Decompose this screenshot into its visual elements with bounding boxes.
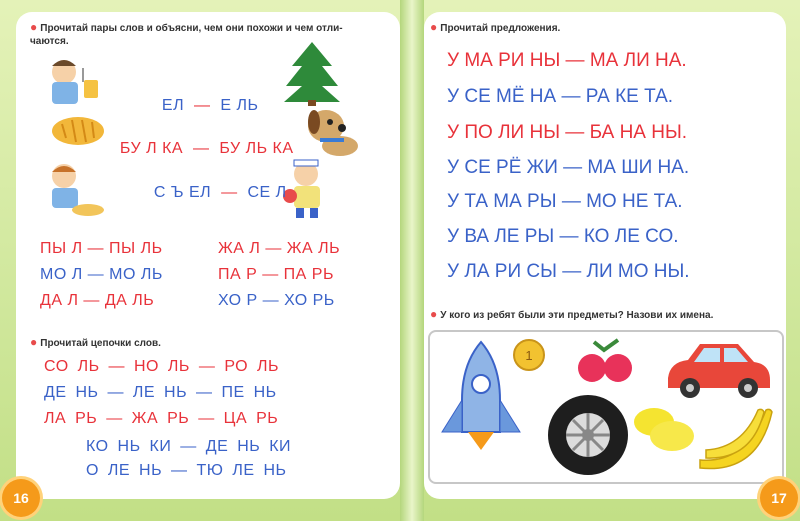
- dog-icon: [300, 102, 362, 158]
- sentence-6: У ВА ЛЕ РЫ — КО ЛЕ СО.: [447, 226, 679, 247]
- boy-eating-icon: [34, 52, 114, 112]
- pair-1: ЕЛ — Е ЛЬ: [161, 97, 259, 114]
- bullet-icon: ●: [30, 20, 38, 34]
- sentence-5: У ТА МА РЫ — МО НЕ ТА.: [447, 191, 683, 212]
- sentence-2: У СЕ МЁ НА — РА КЕ ТА.: [447, 86, 674, 107]
- car-icon: [662, 338, 774, 400]
- pair-2-a: БУ Л КА: [119, 140, 184, 157]
- pair-1-b: Е ЛЬ: [220, 97, 259, 114]
- sentence-1: У МА РИ НЫ — МА ЛИ НА.: [447, 50, 687, 71]
- grid-row-2-right: ПА Р — ПА РЬ: [218, 266, 334, 283]
- pair-3-a: С Ъ ЕЛ: [153, 184, 212, 201]
- chain-5: О ЛЕ НЬ — ТЮ ЛЕ НЬ: [86, 462, 287, 479]
- boy-with-food-icon: [38, 160, 108, 218]
- banana-icon: [696, 404, 776, 474]
- chain-1: СО ЛЬ — НО ЛЬ — РО ЛЬ: [44, 358, 280, 375]
- chain-4: КО НЬ КИ — ДЕ НЬ КИ: [86, 438, 292, 455]
- grid-row-3-right: ХО Р — ХО РЬ: [218, 292, 335, 309]
- pair-3: С Ъ ЕЛ — СЕ Л: [153, 184, 287, 201]
- pair-1-a: ЕЛ: [161, 97, 185, 114]
- task-sentences: [430, 21, 560, 35]
- sentence-4: У СЕ РЁ ЖИ — МА ШИ НА.: [447, 157, 690, 178]
- page-number-right: 17: [760, 479, 798, 517]
- task-chains: [30, 336, 161, 350]
- task-chains-text: Прочитай цепочки слов.: [40, 338, 161, 349]
- page-number-left: 16: [2, 479, 40, 517]
- book-fold: [400, 0, 424, 521]
- task-pairs-text: Прочитай пары слов и объясни, чем они похожи и чем отли-: [40, 23, 343, 34]
- lemon-icon: [632, 402, 698, 454]
- coin-icon: [512, 338, 546, 372]
- bullet-icon: ●: [430, 20, 438, 34]
- task-sentences-text: Прочитай предложения.: [440, 23, 561, 34]
- task-pairs-text-cont: чаются.: [30, 36, 69, 47]
- grid-row-1-right: ЖА Л — ЖА ЛЬ: [218, 240, 341, 257]
- bullet-icon: ●: [430, 307, 438, 321]
- raspberry-icon: [574, 336, 636, 386]
- grid-row-2-left: МО Л — МО ЛЬ: [40, 266, 163, 283]
- pair-2-b: БУ ЛЬ КА: [219, 140, 294, 157]
- sentence-3: У ПО ЛИ НЫ — БА НА НЫ.: [447, 122, 688, 143]
- coin-label: 1: [525, 348, 533, 363]
- grid-row-1-left: ПЫ Л — ПЫ ЛЬ: [40, 240, 163, 257]
- wheel-icon: [546, 393, 630, 477]
- bullet-icon: ●: [30, 335, 38, 349]
- grid-row-3-left: ДА Л — ДА ЛЬ: [40, 292, 155, 309]
- task-objects-text: У кого из ребят были эти предметы? Назови их имена.: [440, 310, 714, 321]
- pair-2: БУ Л КА — БУ ЛЬ КА: [119, 140, 294, 157]
- task-objects: [430, 308, 713, 322]
- fir-tree-icon: [282, 40, 342, 106]
- bread-roll-icon: [50, 114, 106, 148]
- chain-2: ДЕ НЬ — ЛЕ НЬ — ПЕ НЬ: [44, 384, 277, 401]
- chain-3: ЛА РЬ — ЖА РЬ — ЦА РЬ: [44, 410, 279, 427]
- pair-3-b: СЕ Л: [247, 184, 287, 201]
- sentence-7: У ЛА РИ СЫ — ЛИ МО НЫ.: [447, 261, 690, 282]
